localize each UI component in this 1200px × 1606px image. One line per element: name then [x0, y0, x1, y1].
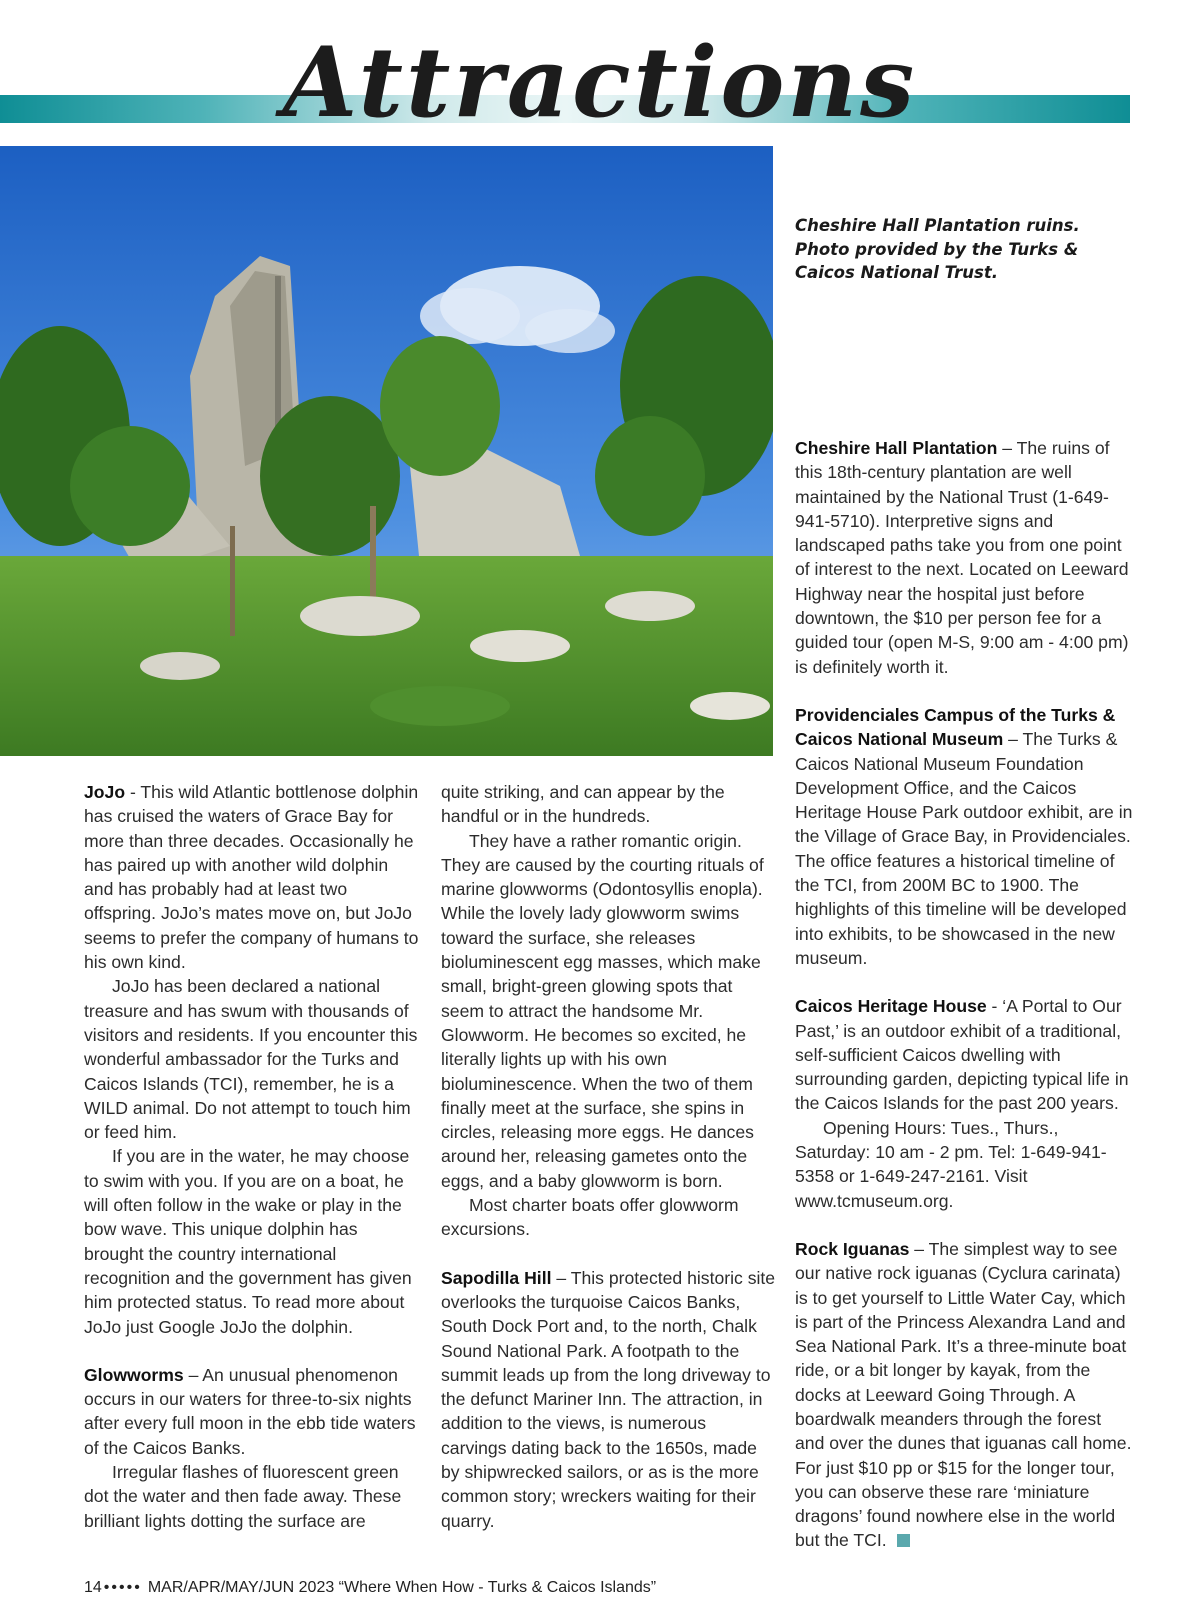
sapodilla-heading: Sapodilla Hill: [441, 1267, 552, 1288]
iguanas-heading: Rock Iguanas: [795, 1238, 910, 1259]
page-number: 14: [84, 1579, 102, 1596]
page-title: Attractions: [282, 26, 918, 139]
jojo-paragraph-1: JoJo - This wild Atlantic bottlenose dolphin has cruised the waters of Grace Bay for more than three decades. Occasionally he has paired up with another wild dolphin and has probably had at least two offspring. JoJo’s mates move on, but JoJo seems to prefer the company of humans to his own kind.: [84, 782, 419, 973]
column-3: [795, 436, 1135, 1553]
column-2: [441, 780, 776, 1533]
heritage-heading: Caicos Heritage House: [795, 996, 987, 1017]
glowworms-paragraph-4: Most charter boats offer glowworm excursions.: [441, 1195, 739, 1240]
glowworms-paragraph-2a: Irregular flashes of fluorescent green dot the water and then fade away. These brilliant lights dotting the surface are: [84, 1462, 402, 1531]
glowworms-paragraph-2b: quite striking, and can appear by the handful or in the hundreds.: [441, 782, 725, 827]
photo-caption: Cheshire Hall Plantation ruins. Photo provided by the Turks & Caicos National Trust.: [795, 216, 1080, 282]
sapodilla-paragraph: Sapodilla Hill – This protected historic site overlooks the turquoise Caicos Banks, South Dock Port and, to the north, Chalk Sound National Park. A footpath to the summit leads up from the long driveway to the defunct Mariner Inn. The attraction, in addition to the views, is numerous carvings dating back to the 1650s, made by shipwrecked sailors, or as is the more common story; wreckers waiting for their quarry.: [441, 1267, 776, 1531]
glowworms-paragraph-1: Glowworms – An unusual phenomenon occurs in our waters for three-to-six nights after every full moon in the ebb tide waters of the Caicos Banks.: [84, 1364, 416, 1458]
end-mark-square: [897, 1534, 910, 1547]
heritage-paragraph-1: Caicos Heritage House - ‘A Portal to Our Past,’ is an outdoor exhibit of a traditional, self-sufficient Caicos dwelling with surrounding garden, depicting typical life in the Caicos Islands for the past 200 years.: [795, 996, 1129, 1114]
cheshire-heading: Cheshire Hall Plantation: [795, 438, 998, 458]
footer-dots: •••••: [103, 1579, 142, 1596]
heritage-paragraph-2: Opening Hours: Tues., Thurs., Saturday: 10 am - 2 pm. Tel: 1-649-941-5358 or 1-649-247-2161. Visit www.tcmuseum.org.: [795, 1117, 1107, 1211]
cheshire-paragraph: Cheshire Hall Plantation – The ruins of this 18th-century plantation are well maintained by the National Trust (1-649-941-5710). Interpretive signs and landscaped paths take you from one point of interest to the next. Located on Leeward Highway near the hospital just before downtown, the $10 per person fee for a guided tour (open M-S, 9:00 am - 4:00 pm) is definitely worth it.: [795, 438, 1129, 677]
jojo-heading: JoJo: [84, 782, 126, 802]
cheshire-hall-photo: [0, 146, 773, 756]
column-1: [84, 780, 419, 1533]
museum-heading: Providenciales Campus of the Turks & Caicos National Museum: [795, 704, 1116, 750]
glowworms-paragraph-3: They have a rather romantic origin. They are caused by the courting rituals of marine glowworms (Odontosyllis enopla). While the lovely lady glowworm swims toward the surface, she releases bioluminescent egg masses, which make small, bright-green glowing spots that seem to attract the handsome Mr. Glowworm. He becomes so excited, he literally lights up with his own bioluminescence. When the two of them finally meet at the surface, she spins in circles, releasing more eggs. He dances around her, releasing gametes onto the eggs, and a baby glowworm is born.: [441, 830, 764, 1191]
footer-text: MAR/APR/MAY/JUN 2023 “Where When How - Turks & Caicos Islands”: [147, 1579, 657, 1596]
page-footer: [84, 1579, 656, 1597]
jojo-paragraph-2: JoJo has been declared a national treasure and has swum with thousands of visitors and residents. If you encounter this wonderful ambassador for the Turks and Caicos Islands (TCI), remember, he is a WILD animal. Do not attempt to touch him or feed him.: [84, 976, 418, 1143]
glowworms-heading: Glowworms: [84, 1364, 184, 1385]
iguanas-paragraph: Rock Iguanas – The simplest way to see our native rock iguanas (Cyclura carinata) is to get yourself to Little Water Cay, which is part of the Princess Alexandra Land and Sea National Park. It’s a three-minute boat ride, or a bit longer by kayak, from the docks at Leeward Going Through. A boardwalk meanders through the forest and over the dunes that iguanas call home. For just $10 pp or $15 for the longer tour, you can observe these rare ‘miniature dragons’ found nowhere else in the world but the TCI.: [795, 1238, 1132, 1551]
jojo-paragraph-3: If you are in the water, he may choose to swim with you. If you are on a boat, he will often follow in the wake or play in the bow wave. This unique dolphin has brought the country international recognition and the government has given him protected status. To read more about JoJo just Google JoJo the dolphin.: [84, 1146, 412, 1337]
museum-paragraph: Providenciales Campus of the Turks & Caicos National Museum – The Turks & Caicos National Museum Foundation Development Office, and the Caicos Heritage House Park outdoor exhibit, are in the Village of Grace Bay, in Providenciales. The office features a historical timeline of the TCI, from 200M BC to 1900. The highlights of this timeline will be developed into exhibits, to be showcased in the new museum.: [795, 704, 1133, 968]
